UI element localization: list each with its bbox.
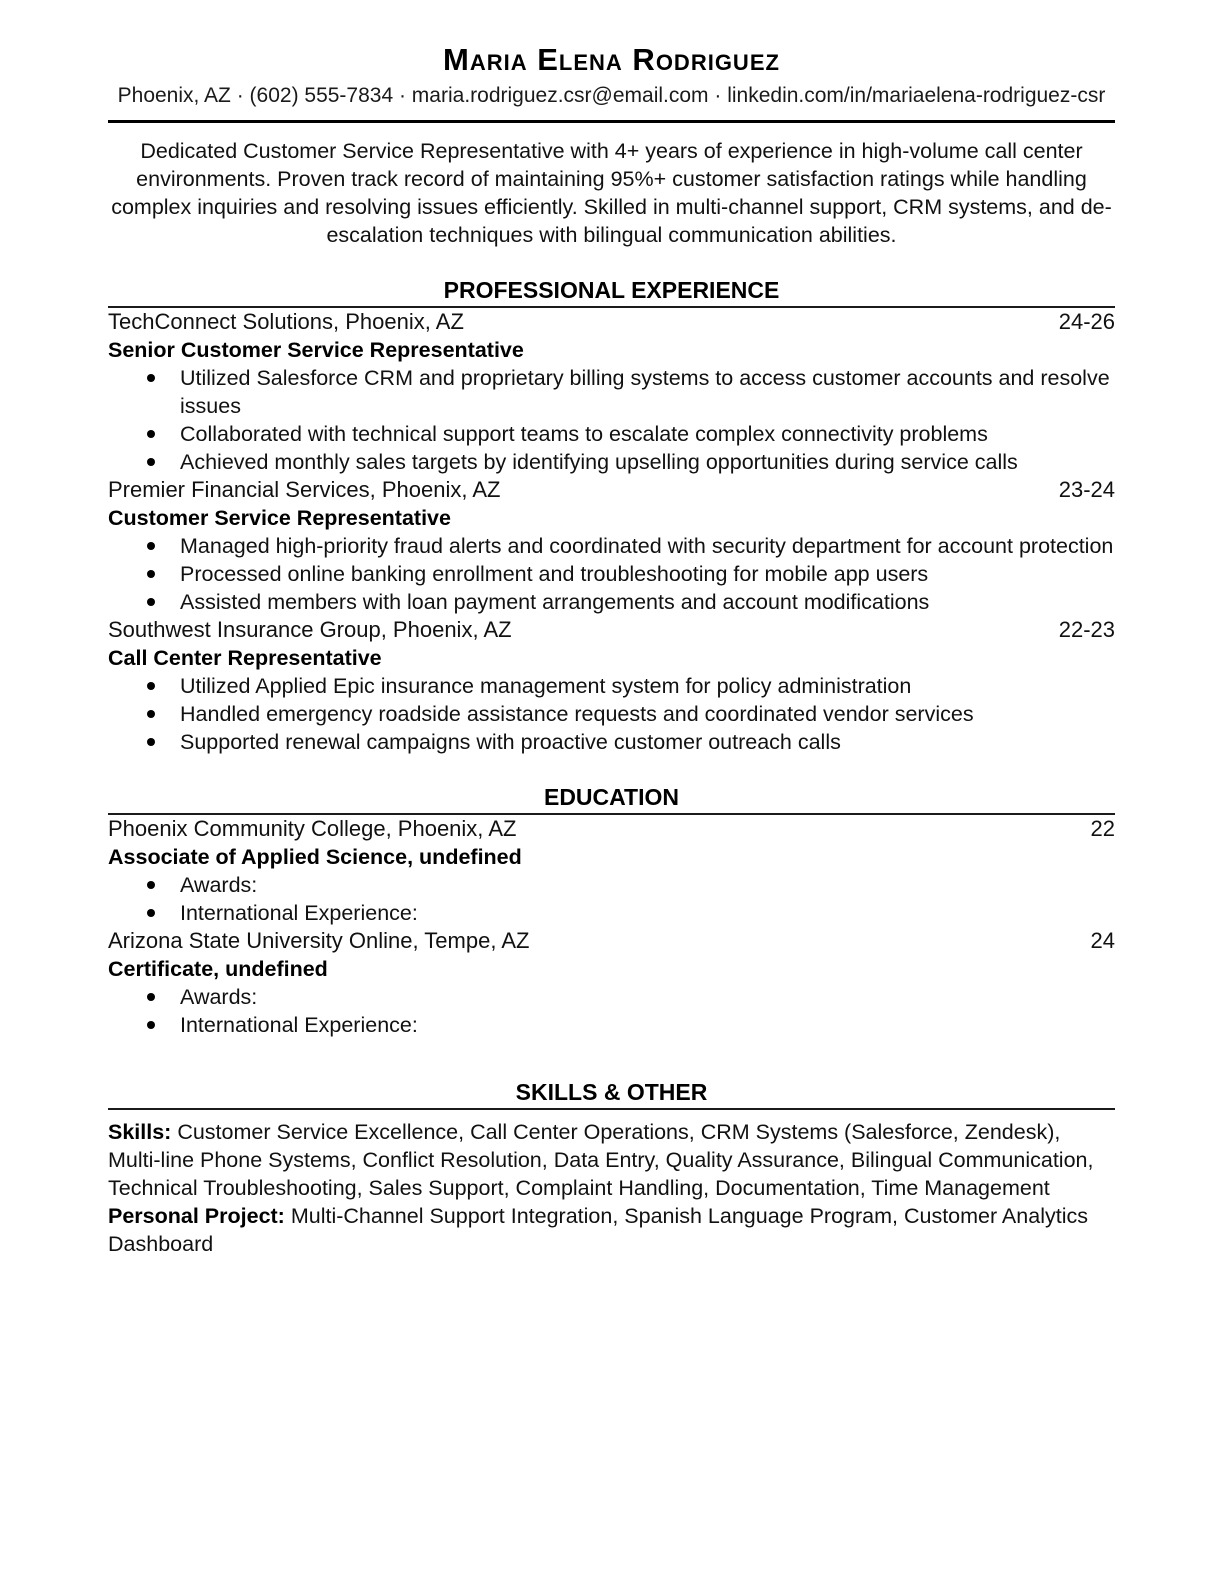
job-title: Senior Customer Service Representative — [108, 338, 524, 362]
project-text: Multi-Channel Support Integration, Spanish Language Program, Customer Analytics Dashboard — [108, 1204, 1088, 1256]
job-bullet: Utilized Salesforce CRM and proprietary billing systems to access customer accounts and resolve issues — [180, 364, 1115, 420]
job-entry-head — [108, 476, 1115, 504]
job-bullet: Assisted members with loan payment arrangements and account modifications — [180, 588, 1115, 616]
candidate-name: Maria Elena Rodriguez — [443, 42, 780, 77]
school-dates: 22 — [1090, 816, 1115, 841]
degree-title: Certificate, undefined — [108, 957, 328, 981]
summary-text: Dedicated Customer Service Representative with 4+ years of experience in high-volume call center environments. Proven track record of maintaining 95%+ customer satisfaction ratings while handling complex inquiries and resolving issues efficiently. Skilled in multi-channel support, CRM systems, and de-escalation techniques with bilingual communication abilities. — [111, 139, 1112, 247]
section-title-skills: SKILLS & OTHER — [108, 1077, 1115, 1110]
job-bullet-list — [108, 532, 1115, 616]
skills-section — [108, 1077, 1115, 1258]
job-bullet: Supported renewal campaigns with proactive customer outreach calls — [180, 728, 1115, 756]
degree-title: Associate of Applied Science, undefined — [108, 845, 522, 869]
skills-text: Customer Service Excellence, Call Center Operations, CRM Systems (Salesforce, Zendesk), Multi-line Phone Systems, Conflict Resolution, Data Entry, Quality Assurance, Bilingual Communication, Technical Troubleshooting, Sales Support, Complaint Handling, Documentation, Time Management — [108, 1120, 1094, 1200]
job-entry — [108, 308, 1115, 476]
company-name: Southwest Insurance Group, Phoenix, AZ — [108, 617, 512, 642]
job-entry — [108, 616, 1115, 756]
job-bullet-list — [108, 364, 1115, 476]
header-divider — [108, 120, 1115, 123]
project-paragraph — [108, 1202, 1115, 1258]
job-bullet: Processed online banking enrollment and troubleshooting for mobile app users — [180, 560, 1115, 588]
skills-body — [108, 1118, 1115, 1258]
education-bullet: Awards: — [180, 871, 1115, 899]
job-bullet: Achieved monthly sales targets by identifying upselling opportunities during service calls — [180, 448, 1115, 476]
education-bullet: International Experience: — [180, 1011, 1115, 1039]
section-title-education: EDUCATION — [108, 782, 1115, 815]
company-name: Premier Financial Services, Phoenix, AZ — [108, 477, 501, 502]
job-bullet: Collaborated with technical support teams to escalate complex connectivity problems — [180, 420, 1115, 448]
school-entry — [108, 815, 1115, 927]
project-label: Personal Project: — [108, 1204, 285, 1228]
school-dates: 24 — [1090, 928, 1115, 953]
job-entry — [108, 476, 1115, 616]
education-section — [108, 782, 1115, 1039]
job-bullet: Handled emergency roadside assistance requests and coordinated vendor services — [180, 700, 1115, 728]
job-dates: 22-23 — [1058, 617, 1115, 642]
skills-label: Skills: — [108, 1120, 172, 1144]
school-entry-head — [108, 927, 1115, 955]
job-bullet-list — [108, 672, 1115, 756]
contact-line: Phoenix, AZ · (602) 555-7834 · maria.rodriguez.csr@email.com · linkedin.com/in/mariaelena-rodriguez-csr — [117, 84, 1106, 107]
education-bullet: International Experience: — [180, 899, 1115, 927]
job-title: Call Center Representative — [108, 646, 382, 670]
job-dates: 23-24 — [1058, 477, 1115, 502]
education-bullet-list — [108, 983, 1115, 1039]
experience-section — [108, 275, 1115, 756]
job-entry-head — [108, 308, 1115, 336]
company-name: TechConnect Solutions, Phoenix, AZ — [108, 309, 464, 334]
section-title-experience: PROFESSIONAL EXPERIENCE — [108, 275, 1115, 308]
education-bullet: Awards: — [180, 983, 1115, 1011]
skills-paragraph — [108, 1118, 1115, 1202]
job-entry-head — [108, 616, 1115, 644]
school-entry — [108, 927, 1115, 1039]
job-bullet: Utilized Applied Epic insurance management system for policy administration — [180, 672, 1115, 700]
school-entry-head — [108, 815, 1115, 843]
school-name: Arizona State University Online, Tempe, AZ — [108, 928, 530, 953]
education-bullet-list — [108, 871, 1115, 927]
job-bullet: Managed high-priority fraud alerts and coordinated with security department for account protection — [180, 534, 1114, 558]
job-dates: 24-26 — [1058, 309, 1115, 334]
school-name: Phoenix Community College, Phoenix, AZ — [108, 816, 517, 841]
job-title: Customer Service Representative — [108, 506, 451, 530]
